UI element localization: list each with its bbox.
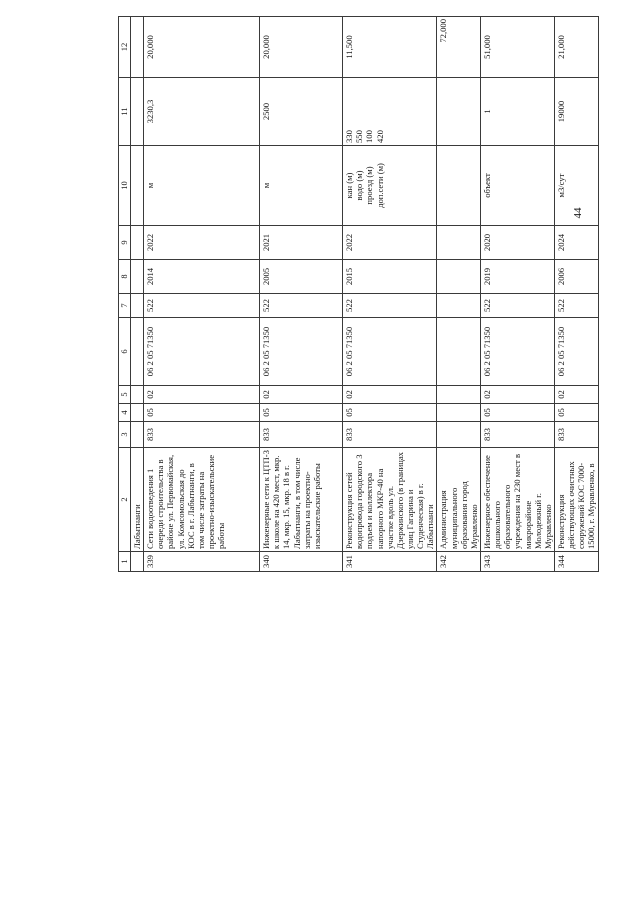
table-row	[480, 17, 554, 572]
cell-pr: 02	[260, 386, 343, 404]
cell-amount: 20,000	[260, 17, 343, 78]
cell-end-year: 2024	[554, 226, 598, 260]
cell-amount: 72,000	[437, 17, 481, 78]
page-number: 44	[572, 207, 584, 219]
table-row-continuation	[131, 17, 144, 572]
cell-vr: 522	[554, 294, 598, 318]
table-row	[260, 17, 343, 572]
budget-table	[118, 16, 599, 572]
cell-csr: 06 2 05 71350	[554, 318, 598, 386]
table-row	[554, 17, 598, 572]
unit-item: доп.сети (м)	[374, 163, 385, 208]
cell-capacity: 2500	[260, 78, 343, 146]
cell-start-year	[437, 260, 481, 294]
cell-gr: 833	[260, 422, 343, 448]
cell-rz: 05	[260, 404, 343, 422]
col-header: 9	[119, 226, 131, 260]
cell-amount: 20,000	[144, 17, 260, 78]
row-name: Администрация муниципального образования город Муравленко	[437, 448, 481, 552]
capacity-item: 100	[364, 130, 375, 143]
cell-rz: 05	[554, 404, 598, 422]
unit-item: проезд (м)	[364, 166, 375, 205]
col-header: 8	[119, 260, 131, 294]
cell-gr: 833	[343, 422, 437, 448]
capacity-item: 330	[344, 130, 355, 143]
cell-vr: 522	[144, 294, 260, 318]
row-number: 344	[554, 552, 598, 572]
cell-end-year: 2022	[343, 226, 437, 260]
cell-csr: 06 2 05 71350	[343, 318, 437, 386]
cell-unit: м3/сут	[554, 146, 598, 226]
cell-amount: 11,500	[343, 17, 437, 78]
cell-capacity	[437, 78, 481, 146]
cell-pr: 02	[554, 386, 598, 404]
cell-pr	[437, 386, 481, 404]
header-row	[119, 17, 131, 572]
cell-gr: 833	[480, 422, 554, 448]
cell-unit-list	[343, 146, 437, 226]
cell-start-year: 2015	[343, 260, 437, 294]
capacity-item: 550	[354, 130, 365, 143]
cell-pr: 02	[480, 386, 554, 404]
cell-pr: 02	[343, 386, 437, 404]
col-header: 2	[119, 448, 131, 552]
row-name: Инженерные сети к ЦТП-3 к школе на 420 мест, мкр. 14, мкр. 15, мкр. 18 в г. Лабытнанги, в том числе затраты на проектно-изыскательские работы	[260, 448, 343, 552]
col-header: 1	[119, 552, 131, 572]
cell-csr: 06 2 05 71350	[480, 318, 554, 386]
cell-unit	[437, 146, 481, 226]
row-name: Сети водоотведения 1 очереди строительства в районе ул. Первомайская, ул. Комсомольская до КОС в г. Лабытнанги, в том числе затраты на проектно-изыскательские работы	[144, 448, 260, 552]
cell-capacity: 3230,3	[144, 78, 260, 146]
row-name: Инженерное обеспечение дошкольного образовательного учреждения на 230 мест в микрорайоне Молодежный г. Муравленко	[480, 448, 554, 552]
col-header: 6	[119, 318, 131, 386]
cell-start-year: 2019	[480, 260, 554, 294]
cell-vr: 522	[260, 294, 343, 318]
col-header: 10	[119, 146, 131, 226]
cell-unit: м	[144, 146, 260, 226]
capacity-item: 420	[374, 130, 385, 143]
cell-csr: 06 2 05 71350	[144, 318, 260, 386]
row-number: 339	[144, 552, 260, 572]
cell-start-year: 2014	[144, 260, 260, 294]
cell-start-year: 2005	[260, 260, 343, 294]
cell-capacity-list	[343, 78, 437, 146]
cell-unit: м	[260, 146, 343, 226]
cell-vr: 522	[343, 294, 437, 318]
cell-rz: 05	[343, 404, 437, 422]
row-number: 341	[343, 552, 437, 572]
col-header: 4	[119, 404, 131, 422]
cell-vr	[437, 294, 481, 318]
cell-end-year: 2020	[480, 226, 554, 260]
col-header: 7	[119, 294, 131, 318]
table-row	[343, 17, 437, 572]
cell-end-year	[437, 226, 481, 260]
row-name: Реконструкция сетей водопровода городского 3 подъем и коллектора напорного МКР-40 на участке вдоль ул. Дзержинского (в границах улиц Гагарина и Студенческая) в г. Лабытнанги	[343, 448, 437, 552]
continuation-text: Лабытнанги	[131, 448, 144, 552]
row-number: 342	[437, 552, 481, 572]
cell-amount: 51,000	[480, 17, 554, 78]
cell-gr: 833	[554, 422, 598, 448]
cell-capacity: 1	[480, 78, 554, 146]
row-number: 343	[480, 552, 554, 572]
cell-end-year: 2022	[144, 226, 260, 260]
cell-start-year: 2006	[554, 260, 598, 294]
cell-rz: 05	[144, 404, 260, 422]
cell-rz	[437, 404, 481, 422]
cell-rz: 05	[480, 404, 554, 422]
rotated-table-wrapper	[118, 17, 597, 572]
row-number: 340	[260, 552, 343, 572]
col-header: 3	[119, 422, 131, 448]
cell-vr: 522	[480, 294, 554, 318]
cell-csr	[437, 318, 481, 386]
cell-amount: 21,000	[554, 17, 598, 78]
row-name: Реконструкция действующих очистных сооружений КОС 7000-15000, г. Муравленко, в	[554, 448, 598, 552]
cell-capacity: 19000	[554, 78, 598, 146]
table-row	[437, 17, 481, 572]
cell-end-year: 2021	[260, 226, 343, 260]
cell-csr: 06 2 05 71350	[260, 318, 343, 386]
col-header: 11	[119, 78, 131, 146]
col-header: 12	[119, 17, 131, 78]
cell-unit: объект	[480, 146, 554, 226]
col-header: 5	[119, 386, 131, 404]
unit-item: кан (м)	[344, 172, 355, 199]
unit-item: водо (м)	[354, 170, 365, 201]
table-row	[144, 17, 260, 572]
cell-gr	[437, 422, 481, 448]
cell-pr: 02	[144, 386, 260, 404]
cell-gr: 833	[144, 422, 260, 448]
